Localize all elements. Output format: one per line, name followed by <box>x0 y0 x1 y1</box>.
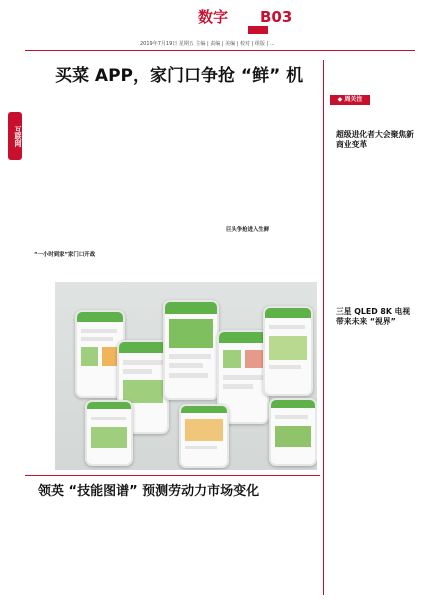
sidebar-body-1 <box>336 153 416 293</box>
phone-mockup <box>179 404 229 468</box>
main-subhead-1: “一小时到家”家门口开战 <box>34 252 95 258</box>
sidebar-title-1: 超级进化者大会聚焦新商业变革 <box>336 130 414 149</box>
bottom-rule <box>25 475 320 476</box>
section-code: B03 <box>260 8 293 26</box>
section-tag <box>248 26 268 34</box>
issue-meta-line: 2019年7月19日 星期五 主编 | 责编 | 美编 | 校对 | 组版 | ... <box>140 41 275 47</box>
phone-mockup <box>85 400 133 466</box>
section-name: 数字 <box>198 8 229 26</box>
main-col-1 <box>32 96 124 246</box>
bottom-col-3 <box>224 510 316 590</box>
main-col-3 <box>224 96 316 224</box>
left-rail-label: 互联网 <box>14 125 22 147</box>
main-col-2 <box>128 96 220 278</box>
phone-mockup <box>269 398 317 466</box>
weekly-focus-tag: ◆ 周关注 <box>330 95 370 105</box>
top-rule <box>25 50 415 51</box>
main-headline: 买菜 APP，家门口争抢 “鲜” 机 <box>55 66 304 86</box>
phone-mockup <box>263 306 313 396</box>
bottom-col-1 <box>32 510 124 595</box>
sidebar-divider <box>323 60 324 595</box>
article-photo-phones <box>55 282 317 470</box>
main-col-3-tail <box>224 235 316 275</box>
bottom-byline <box>286 590 318 596</box>
sidebar-sig-2 <box>394 590 418 596</box>
sidebar-body-2 <box>336 330 416 588</box>
main-byline <box>286 274 316 280</box>
bottom-col-2 <box>128 510 220 595</box>
bottom-headline: 领英 “技能图谱” 预测劳动力市场变化 <box>38 484 260 499</box>
phone-mockup <box>163 300 219 400</box>
sidebar-sig-1 <box>394 294 418 300</box>
sidebar-title-2: 三星 QLED 8K 电视带来未来 “视界” <box>336 307 411 326</box>
main-subhead-2: 巨头争抢进入生鲜 <box>226 227 270 233</box>
